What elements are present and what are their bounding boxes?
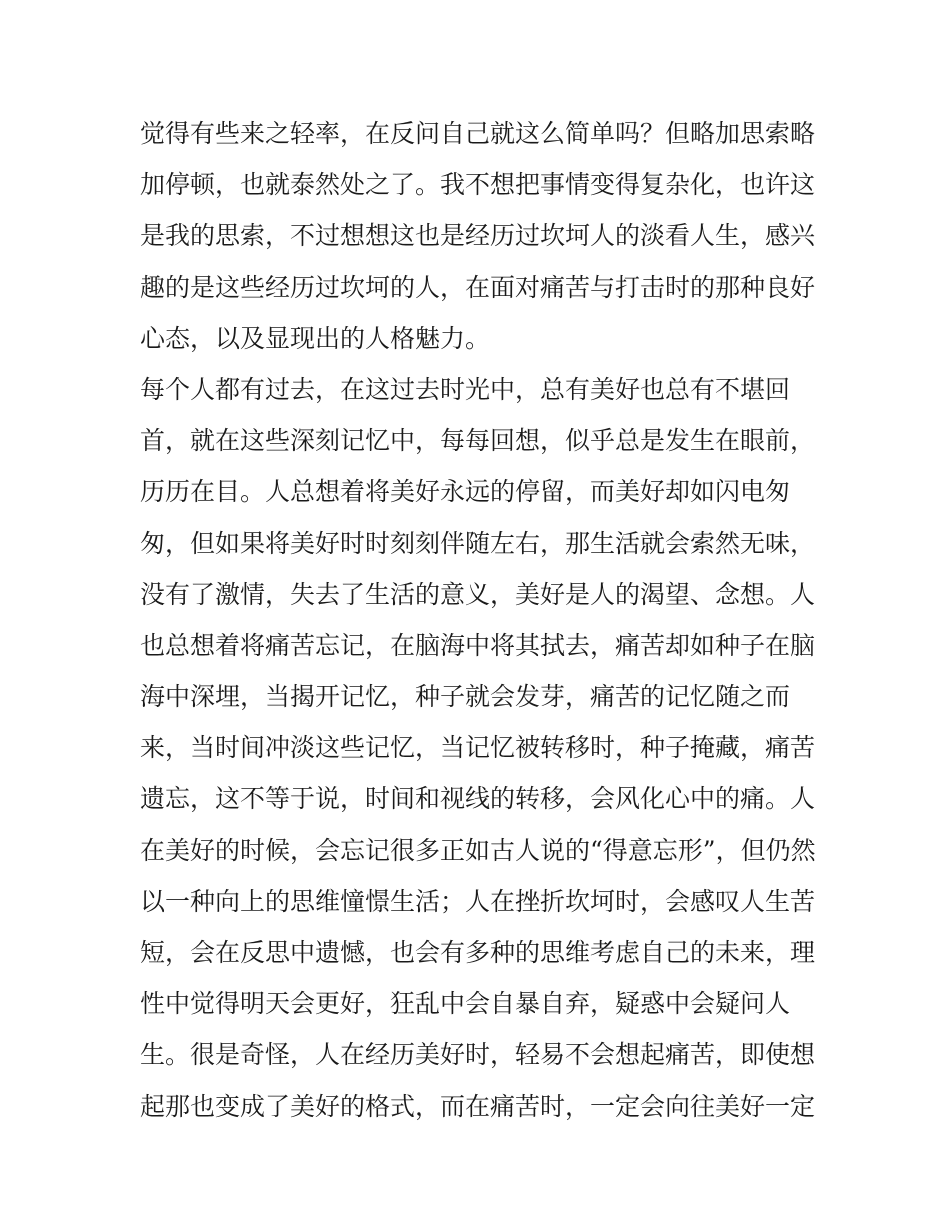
text-line: 在美好的时候，会忘记很多正如古人说的“得意忘形”，但仍然 [140,835,816,865]
text-line: 以一种向上的思维憧憬生活；人在挫折坎坷时，会感叹人生苦 [140,886,816,916]
paragraph-1 [140,108,830,364]
text-line: 历历在目。人总想着将美好永远的停留，而美好却如闪电匆 [140,477,791,507]
text-line: 起那也变成了美好的格式，而在痛苦时，一定会向往美好一定 [140,1091,816,1121]
text-line: 生。很是奇怪，人在经历美好时，轻易不会想起痛苦，即使想 [140,1040,816,1070]
text-line: 遗忘，这不等于说，时间和视线的转移，会风化心中的痛。人 [140,784,816,814]
text-line: 加停顿，也就泰然处之了。我不想把事情变得复杂化，也许这 [140,170,816,200]
text-line: 每个人都有过去，在这过去时光中，总有美好也总有不堪回 [140,374,791,404]
text-line: 是我的思索，不过想想这也是经历过坎坷人的淡看人生，感兴 [140,221,816,251]
text-line: 心态，以及显现出的人格魅力。 [140,323,491,353]
text-line: 首，就在这些深刻记忆中，每每回想，似乎总是发生在眼前， [140,426,816,456]
text-line: 性中觉得明天会更好，狂乱中会自暴自弃，疑惑中会疑问人 [140,989,791,1019]
document-body [140,108,830,1132]
text-line: 匆，但如果将美好时时刻刻伴随左右，那生活就会索然无味， [140,528,816,558]
text-line: 来，当时间冲淡这些记忆，当记忆被转移时，种子掩藏，痛苦 [140,733,816,763]
text-line: 海中深埋，当揭开记忆，种子就会发芽，痛苦的记忆随之而 [140,682,791,712]
paragraph-2 [140,364,830,1132]
text-line: 没有了激情，失去了生活的意义，美好是人的渴望、念想。人 [140,579,816,609]
text-line: 也总想着将痛苦忘记，在脑海中将其拭去，痛苦却如种子在脑 [140,630,816,660]
text-line: 趣的是这些经历过坎坷的人，在面对痛苦与打击时的那种良好 [140,272,816,302]
text-line: 短，会在反思中遗憾，也会有多种的思维考虑自己的未来，理 [140,938,816,967]
text-line: 觉得有些来之轻率，在反问自己就这么简单吗？但略加思索略 [140,119,816,148]
